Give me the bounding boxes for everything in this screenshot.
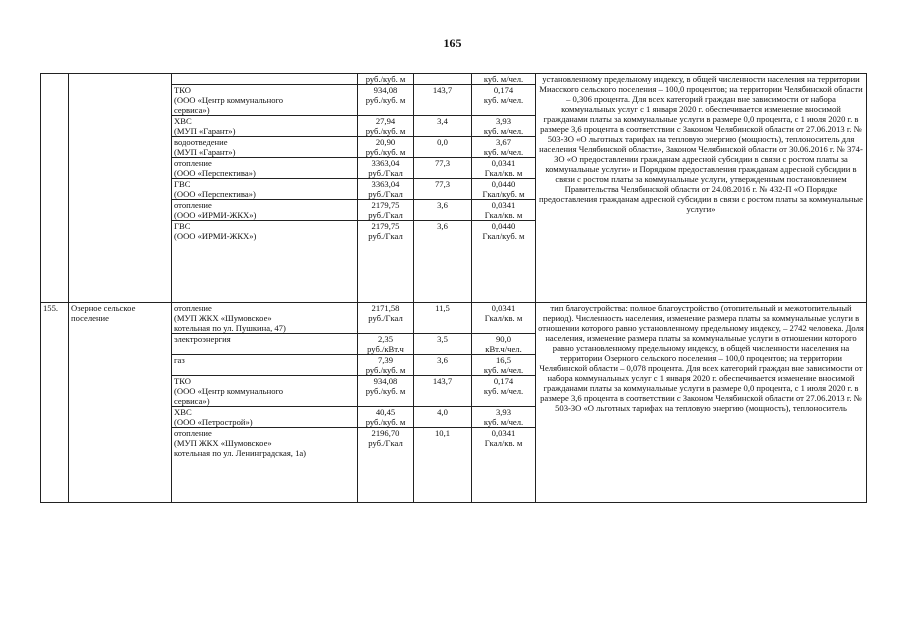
service-cell: ГВС (ООО «ИРМИ-ЖКХ»): [172, 221, 358, 303]
row-number-cell: 155.: [41, 303, 69, 503]
norm-cell: 90,0 кВт.ч/чел.: [472, 334, 536, 355]
service-cell: ТКО (ООО «Центр коммунального сервиса»): [172, 376, 358, 407]
tariff-cell: 934,08 руб./куб. м: [358, 376, 414, 407]
tariff-cell: 2171,58 руб./Гкал: [358, 303, 414, 334]
tariff-cell: 2179,75 руб./Гкал: [358, 221, 414, 303]
norm-cell: 3,93 куб. м/чел.: [472, 116, 536, 137]
tariff-cell: 934,08 руб./куб. м: [358, 85, 414, 116]
percent-cell: 3,6: [414, 355, 472, 376]
tariff-cell: 2,35 руб./кВт.ч: [358, 334, 414, 355]
norm-cell: 3,93 куб. м/чел.: [472, 407, 536, 428]
table-body: [41, 74, 867, 503]
norm-cell: 0,0440 Гкал/куб. м: [472, 179, 536, 200]
tariff-cell: 7,39 руб./куб. м: [358, 355, 414, 376]
tariff-cell: 3363,04 руб./Гкал: [358, 179, 414, 200]
tariff-cell: 40,45 руб./куб. м: [358, 407, 414, 428]
tariff-cell: 2179,75 руб./Гкал: [358, 200, 414, 221]
percent-cell: 143,7: [414, 85, 472, 116]
percent-cell: 10,1: [414, 428, 472, 503]
norm-cell: куб. м/чел.: [472, 74, 536, 85]
tariff-cell: 2196,70 руб./Гкал: [358, 428, 414, 503]
norm-cell: 0,0341 Гкал/кв. м: [472, 428, 536, 503]
percent-cell: 0,0: [414, 137, 472, 158]
note-cell: тип благоустройства: полное благоустройство (отопительный и межотопительный период). Численность населения, изменение размера платы за коммунальные услуги в отношении которого равно установленному предельному индексу, – 2742 человека. Доля населения, изменение размера платы за коммунальные услуги в отношении которого равно установленному предельному индексу, в общей численности населения на территории Озерного сельского поселения – 100,0 процентов; на территории Челябинской области – 0,078 процента. Для всех категорий граждан вне зависимости от набора коммунальных услуг с 1 января 2020 г. обеспечивается изменение вносимой гражданами платы за коммунальные услуги в размере 0,0 процента, с 1 июля 2020 г. в размере 3,6 процента в соответствии с Законом Челябинской области от 27.06.2013 г. № 503-ЗО «О льготных тарифах на тепловую энергию (мощность), теплоноситель: [536, 303, 867, 503]
percent-cell: 77,3: [414, 179, 472, 200]
norm-cell: 0,0341 Гкал/кв. м: [472, 200, 536, 221]
tariff-cell: 27,94 руб./куб. м: [358, 116, 414, 137]
percent-cell: 3,4: [414, 116, 472, 137]
percent-cell: 3,6: [414, 200, 472, 221]
service-cell: отопление (МУП ЖКХ «Шумовское» котельная по ул. Пушкина, 47): [172, 303, 358, 334]
service-cell: отопление (ООО «ИРМИ-ЖКХ»): [172, 200, 358, 221]
settlement-name-cell: [69, 74, 172, 303]
row-number-cell: [41, 74, 69, 303]
tariff-cell: руб./куб. м: [358, 74, 414, 85]
tariff-cell: 20,90 руб./куб. м: [358, 137, 414, 158]
norm-cell: 0,0440 Гкал/куб. м: [472, 221, 536, 303]
percent-cell: 77,3: [414, 158, 472, 179]
norm-cell: 3,67 куб. м/чел.: [472, 137, 536, 158]
service-cell: ГВС (ООО «Перспектива»): [172, 179, 358, 200]
percent-cell: 143,7: [414, 376, 472, 407]
tariff-table: [40, 73, 867, 503]
percent-cell: 4,0: [414, 407, 472, 428]
service-cell: ХВС (ООО «Петрострой»): [172, 407, 358, 428]
norm-cell: 0,174 куб. м/чел.: [472, 376, 536, 407]
table-row: [41, 74, 867, 85]
note-cell: установленному предельному индексу, в общей численности населения на территории Миасского сельского поселения – 100,0 процентов; на территории Челябинской области – 0,306 процента. Для всех категорий граждан вне зависимости от набора коммунальных услуг с 1 января 2020 г. обеспечивается изменение вносимой гражданами платы за коммунальные услуги в размере 0,0 процента, с 1 июля 2020 г. в размере 3,6 процента в соответствии с Законом Челябинской области от 27.06.2013 г. № 503-ЗО «О льготных тарифах на тепловую энергию (мощность), теплоноситель для населения Челябинской области», Законом Челябинской области от 30.06.2016 г. № 374-ЗО «О предоставлении гражданам адресной субсидии в связи с ростом платы за коммунальные услуги» и Порядком предоставления гражданам адресной субсидии в связи с ростом платы за коммунальные услуги, утвержденным постановлением Правительства Челябинской области от 24.08.2016 г. № 432-П «О Порядке предоставления гражданам адресной субсидии в связи с ростом платы за коммунальные услуги»: [536, 74, 867, 303]
page-number: 165: [443, 36, 462, 50]
service-cell: электроэнергия: [172, 334, 358, 355]
norm-cell: 0,174 куб. м/чел.: [472, 85, 536, 116]
percent-cell: 3,5: [414, 334, 472, 355]
service-cell: ТКО (ООО «Центр коммунального сервиса»): [172, 85, 358, 116]
service-cell: ХВС (МУП «Гарант»): [172, 116, 358, 137]
service-cell: [172, 74, 358, 85]
norm-cell: 0,0341 Гкал/кв. м: [472, 303, 536, 334]
service-cell: отопление (ООО «Перспектива»): [172, 158, 358, 179]
service-cell: газ: [172, 355, 358, 376]
settlement-name-cell: Озерное сельское поселение: [69, 303, 172, 503]
norm-cell: 0,0341 Гкал/кв. м: [472, 158, 536, 179]
table-row: [41, 303, 867, 334]
percent-cell: [414, 74, 472, 85]
tariff-cell: 3363,04 руб./Гкал: [358, 158, 414, 179]
percent-cell: 11,5: [414, 303, 472, 334]
service-cell: отопление (МУП ЖКХ «Шумовское» котельная по ул. Ленинградская, 1а): [172, 428, 358, 503]
percent-cell: 3,6: [414, 221, 472, 303]
service-cell: водоотведение (МУП «Гарант»): [172, 137, 358, 158]
norm-cell: 16,5 куб. м/чел.: [472, 355, 536, 376]
